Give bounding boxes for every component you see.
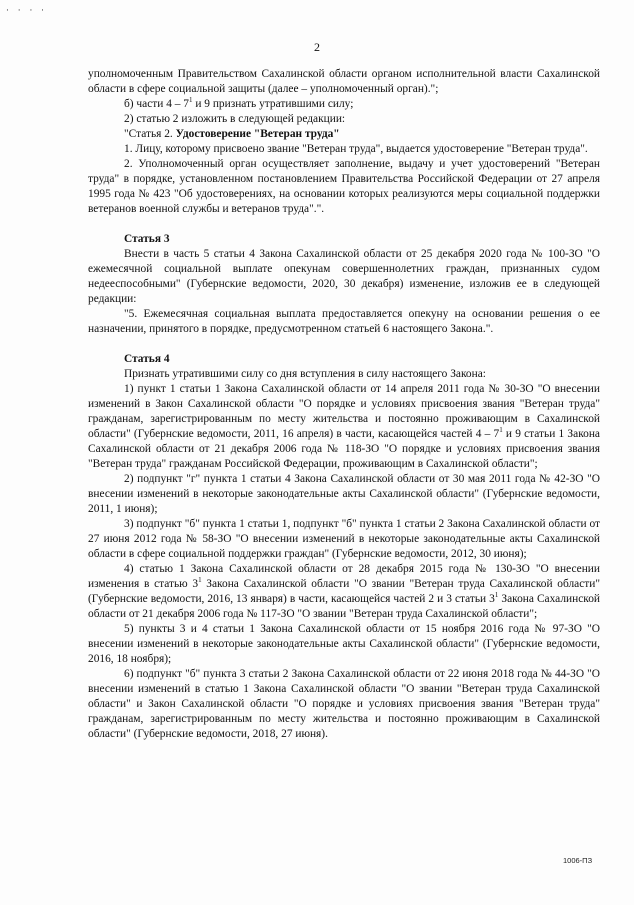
article-3-paragraph-2: "5. Ежемесячная социальная выплата предоставляется опекуну на основании решения о ее назначении, принятого в порядке, предусмотренном статьей 6 настоящего Закона.". xyxy=(88,308,600,335)
page-number: 2 xyxy=(314,40,320,54)
article-3-title: Статья 3 xyxy=(124,233,170,245)
article-4-item-5: 5) пункты 3 и 4 статьи 1 Закона Сахалинской области от 15 ноября 2016 года № 97-ЗО "О внесении изменений в некоторые законодательные акты Сахалинской области" (Губернские ведомости, 2016, 18 ноября); xyxy=(88,623,600,665)
superscript: 1 xyxy=(188,96,193,105)
document-body xyxy=(88,67,600,742)
document-code: 1006-ПЗ xyxy=(563,856,593,865)
article-4-item-1 xyxy=(88,382,600,472)
item-4-text: 4) статью 1 Закона Сахалинской области от 28 декабря 2015 года № 130-ЗО "О внесении изменения в статью 3 xyxy=(88,563,600,590)
spacer xyxy=(88,337,600,352)
article-4-item-3: 3) подпункт "б" пункта 1 статьи 1, подпункт "б" пункта 1 статьи 2 Закона Сахалинской области от 27 июня 2012 года № 58-ЗО "О внесении изменений в некоторые законодательные акты Сахалинской области в сфере социальной поддержки граждан" (Губернские ведомости, 2012, 30 июня); xyxy=(88,518,600,560)
item-4-text-mid: Закона Сахалинской области "О звании "Ветеран труда Сахалинской области" (Губернские ведомости, 2016, 13 января) в части, касающейся частей 2 и 3 статьи 3 xyxy=(88,578,600,605)
item-4-text-end: Закона Сахалинской области от 21 декабря 2006 года № 117-ЗО "О звании "Ветеран труда Сахалинской области"; xyxy=(88,593,600,620)
article-2-heading xyxy=(88,127,600,142)
item-1-text-end: и 9 статьи 1 Закона Сахалинской области от 21 декабря 2006 года № 118-ЗО "О порядке и условиях присвоения звания "Ветеран труда" гражданам Российской Федерации, проживающим в Сахалинской области"; xyxy=(88,428,600,470)
article-4-title: Статья 4 xyxy=(124,353,170,365)
spacer xyxy=(88,217,600,232)
scan-corner-marks: · · · · xyxy=(6,6,48,16)
paragraph-item-b xyxy=(88,97,600,112)
article-4-item-2: 2) подпункт "г" пункта 1 статьи 4 Закона Сахалинской области от 30 мая 2011 года № 42-ЗО "О внесении изменений в некоторые законодательные акты Сахалинской области" (Губернские ведомости, 2011, 1 июня); xyxy=(88,473,600,515)
article-2-title: Удостоверение "Ветеран труда" xyxy=(175,128,340,140)
item-1-text: 1) пункт 1 статьи 1 Закона Сахалинской области от 14 апреля 2011 года № 30-ЗО "О внесении изменений в Закон Сахалинской области "О порядке и условиях присвоения звания "Ветеран труда" гражданам, зарегистрированным по месту жительства и постоянно проживающим в Сахалинской области" (Губернские ведомости, 2011, 16 апреля) в части, касающейся частей 4 – 7 xyxy=(88,383,600,440)
article-2-label: "Статья 2. xyxy=(124,128,176,140)
superscript: 1 xyxy=(198,576,202,585)
article-4-item-6: 6) подпункт "б" пункта 3 статьи 2 Закона Сахалинской области от 22 июня 2018 года № 44-ЗО "О внесении изменений в статью 1 Закона Сахалинской области "О звании "Ветеран труда Сахалинской области" и Закон Сахалинской области "О порядке и условиях присвоения звания "Ветеран труда" гражданам, зарегистрированным по месту жительства и постоянно проживающим в Сахалинской области" (Губернские ведомости, 2018, 27 июня). xyxy=(88,668,600,740)
article-4-item-4 xyxy=(88,562,600,622)
article-3-paragraph-1: Внести в часть 5 статьи 4 Закона Сахалинской области от 25 декабря 2020 года № 100-ЗО "О ежемесячной социальной выплате опекунам совершеннолетних граждан, признанных судом недееспособными" (Губернские ведомости, 2020, 30 декабря) изменение, изложив ее в следующей редакции: xyxy=(88,248,600,305)
article-2-clause-1: 1. Лицу, которому присвоено звание "Ветеран труда", выдается удостоверение "Ветеран труда". xyxy=(124,143,588,155)
item-b-text: б) части 4 – 7 xyxy=(124,98,189,110)
superscript: 1 xyxy=(499,426,503,435)
item-b-text-end: и 9 признать утратившими силу; xyxy=(192,98,354,110)
paragraph-item-2: 2) статью 2 изложить в следующей редакции: xyxy=(124,113,346,125)
article-2-clause-2: 2. Уполномоченный орган осуществляет заполнение, выдачу и учет удостоверений "Ветеран труда" в порядке, установленном постановлением Правительства Российской Федерации от 27 апреля 1995 года № 423 "Об удостоверениях, на основании которых реализуются меры социальной поддержки ветеранов военной службы и ветеранов труда".". xyxy=(88,158,600,215)
paragraph-continuation: уполномоченным Правительством Сахалинской области органом исполнительной власти Сахалинской области в сфере социальной защиты (далее – уполномоченный орган)."; xyxy=(88,68,600,95)
article-4-intro: Признать утратившими силу со дня вступления в силу настоящего Закона: xyxy=(124,368,486,380)
superscript: 1 xyxy=(494,591,499,600)
